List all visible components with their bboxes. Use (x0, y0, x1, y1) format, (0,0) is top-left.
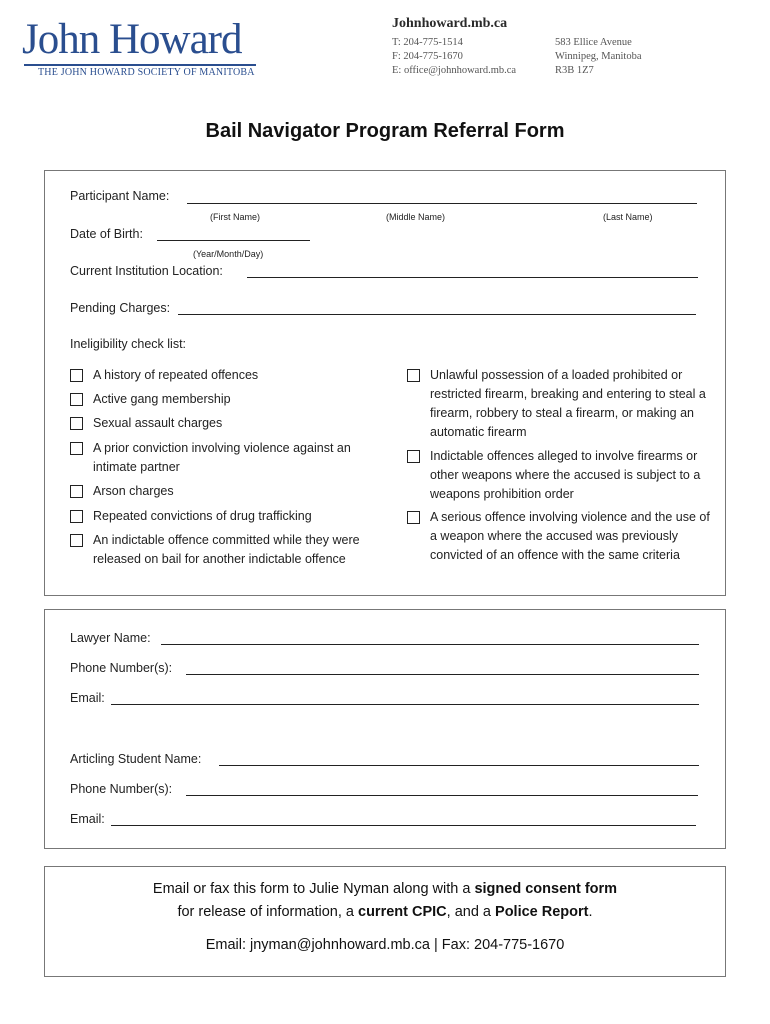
lawyer-phone-label: Phone Number(s): (70, 661, 173, 675)
mailing-address (555, 36, 641, 78)
student-phone-field[interactable] (186, 795, 698, 796)
fax-number: F: 204-775-1670 (392, 51, 463, 62)
logo-subtitle: THE JOHN HOWARD SOCIETY OF MANITOBA (38, 67, 255, 78)
checkbox-sexual-assault[interactable] (70, 417, 83, 430)
checklist-item: Sexual assault charges (93, 416, 223, 430)
checkbox-intimate-partner-violence[interactable] (70, 442, 83, 455)
student-email-label: Email: (70, 812, 105, 826)
checkbox-repeated-offences[interactable] (70, 369, 83, 382)
contact-details (392, 36, 516, 78)
checklist-item: Arson charges (93, 484, 174, 498)
student-phone-label: Phone Number(s): (70, 782, 173, 796)
email-address[interactable]: E: office@johnhoward.mb.ca (392, 65, 517, 76)
lawyer-email-label: Email: (70, 691, 105, 705)
last-name-hint: (Last Name) (603, 212, 653, 222)
middle-name-hint: (Middle Name) (386, 212, 446, 222)
lawyer-name-field[interactable] (161, 644, 699, 645)
checklist-item: A serious offence involving violence and the use of a weapon where the accused was previously convicted of an offence with the same criteria (430, 510, 710, 562)
participant-name-field[interactable] (187, 203, 697, 204)
police-report-requirement: Police Report (495, 904, 589, 920)
logo-wordmark: John Howard (22, 16, 242, 63)
checklist-label: Ineligibility check list: (70, 337, 187, 351)
instructions-text: , and a (446, 904, 496, 920)
student-name-label: Articling Student Name: (70, 752, 202, 766)
checklist-item: A prior conviction involving violence against an intimate partner (93, 441, 351, 474)
checklist-item: An indictable offence committed while they were released on bail for another indictable offence (93, 533, 360, 566)
checkbox-weapons-prohibition[interactable] (407, 450, 420, 463)
pending-charges-field[interactable] (178, 314, 696, 315)
submission-contact[interactable]: Email: jnyman@johnhoward.mb.ca | Fax: 204-775-1670 (205, 937, 565, 953)
student-email-field[interactable] (111, 825, 696, 826)
checkbox-arson[interactable] (70, 485, 83, 498)
consent-form-requirement: signed consent form (474, 881, 618, 897)
institution-field[interactable] (247, 277, 698, 278)
checkbox-offence-on-bail[interactable] (70, 534, 83, 547)
logo-divider (24, 64, 256, 66)
instructions-text: Email or fax this form to Julie Nyman along with a (152, 881, 475, 897)
phone-number: T: 204-775-1514 (392, 37, 463, 48)
dob-label: Date of Birth: (70, 227, 143, 241)
website-link[interactable]: Johnhoward.mb.ca (392, 16, 508, 31)
lawyer-email-field[interactable] (111, 704, 699, 705)
checkbox-gang-membership[interactable] (70, 393, 83, 406)
first-name-hint: (First Name) (210, 212, 260, 222)
checkbox-drug-trafficking[interactable] (70, 510, 83, 523)
address-line: R3B 1Z7 (555, 65, 594, 76)
lawyer-section (44, 609, 726, 849)
institution-label: Current Institution Location: (70, 264, 223, 278)
instructions-line-2 (44, 904, 726, 920)
checklist-item: Indictable offences alleged to involve firearms or other weapons where the accused is subject to a weapons prohibition order (430, 449, 701, 501)
checklist-item: A history of repeated offences (93, 368, 259, 382)
checklist-item: Unlawful possession of a loaded prohibited or restricted firearm, breaking and entering to steal a firearm, robbery to steal a firearm, or making an automatic firearm (430, 368, 706, 439)
cpic-requirement: current CPIC (358, 904, 447, 920)
checkbox-firearm-possession[interactable] (407, 369, 420, 382)
checklist-item: Active gang membership (93, 392, 231, 406)
lawyer-name-label: Lawyer Name: (70, 631, 151, 645)
checklist-item: Repeated convictions of drug trafficking (93, 509, 312, 523)
dob-field[interactable] (157, 240, 310, 241)
dob-hint: (Year/Month/Day) (193, 249, 264, 259)
lawyer-phone-field[interactable] (186, 674, 699, 675)
instructions-text: for release of information, a (177, 904, 359, 920)
student-name-field[interactable] (219, 765, 699, 766)
checkbox-serious-violent-offence[interactable] (407, 511, 420, 524)
instructions-text: . (588, 904, 593, 920)
pending-charges-label: Pending Charges: (70, 301, 171, 315)
form-title: Bail Navigator Program Referral Form (205, 120, 565, 142)
participant-name-label: Participant Name: (70, 189, 170, 203)
address-line: Winnipeg, Manitoba (555, 51, 642, 62)
address-line: 583 Ellice Avenue (555, 37, 632, 48)
instructions-line-1 (44, 881, 726, 897)
